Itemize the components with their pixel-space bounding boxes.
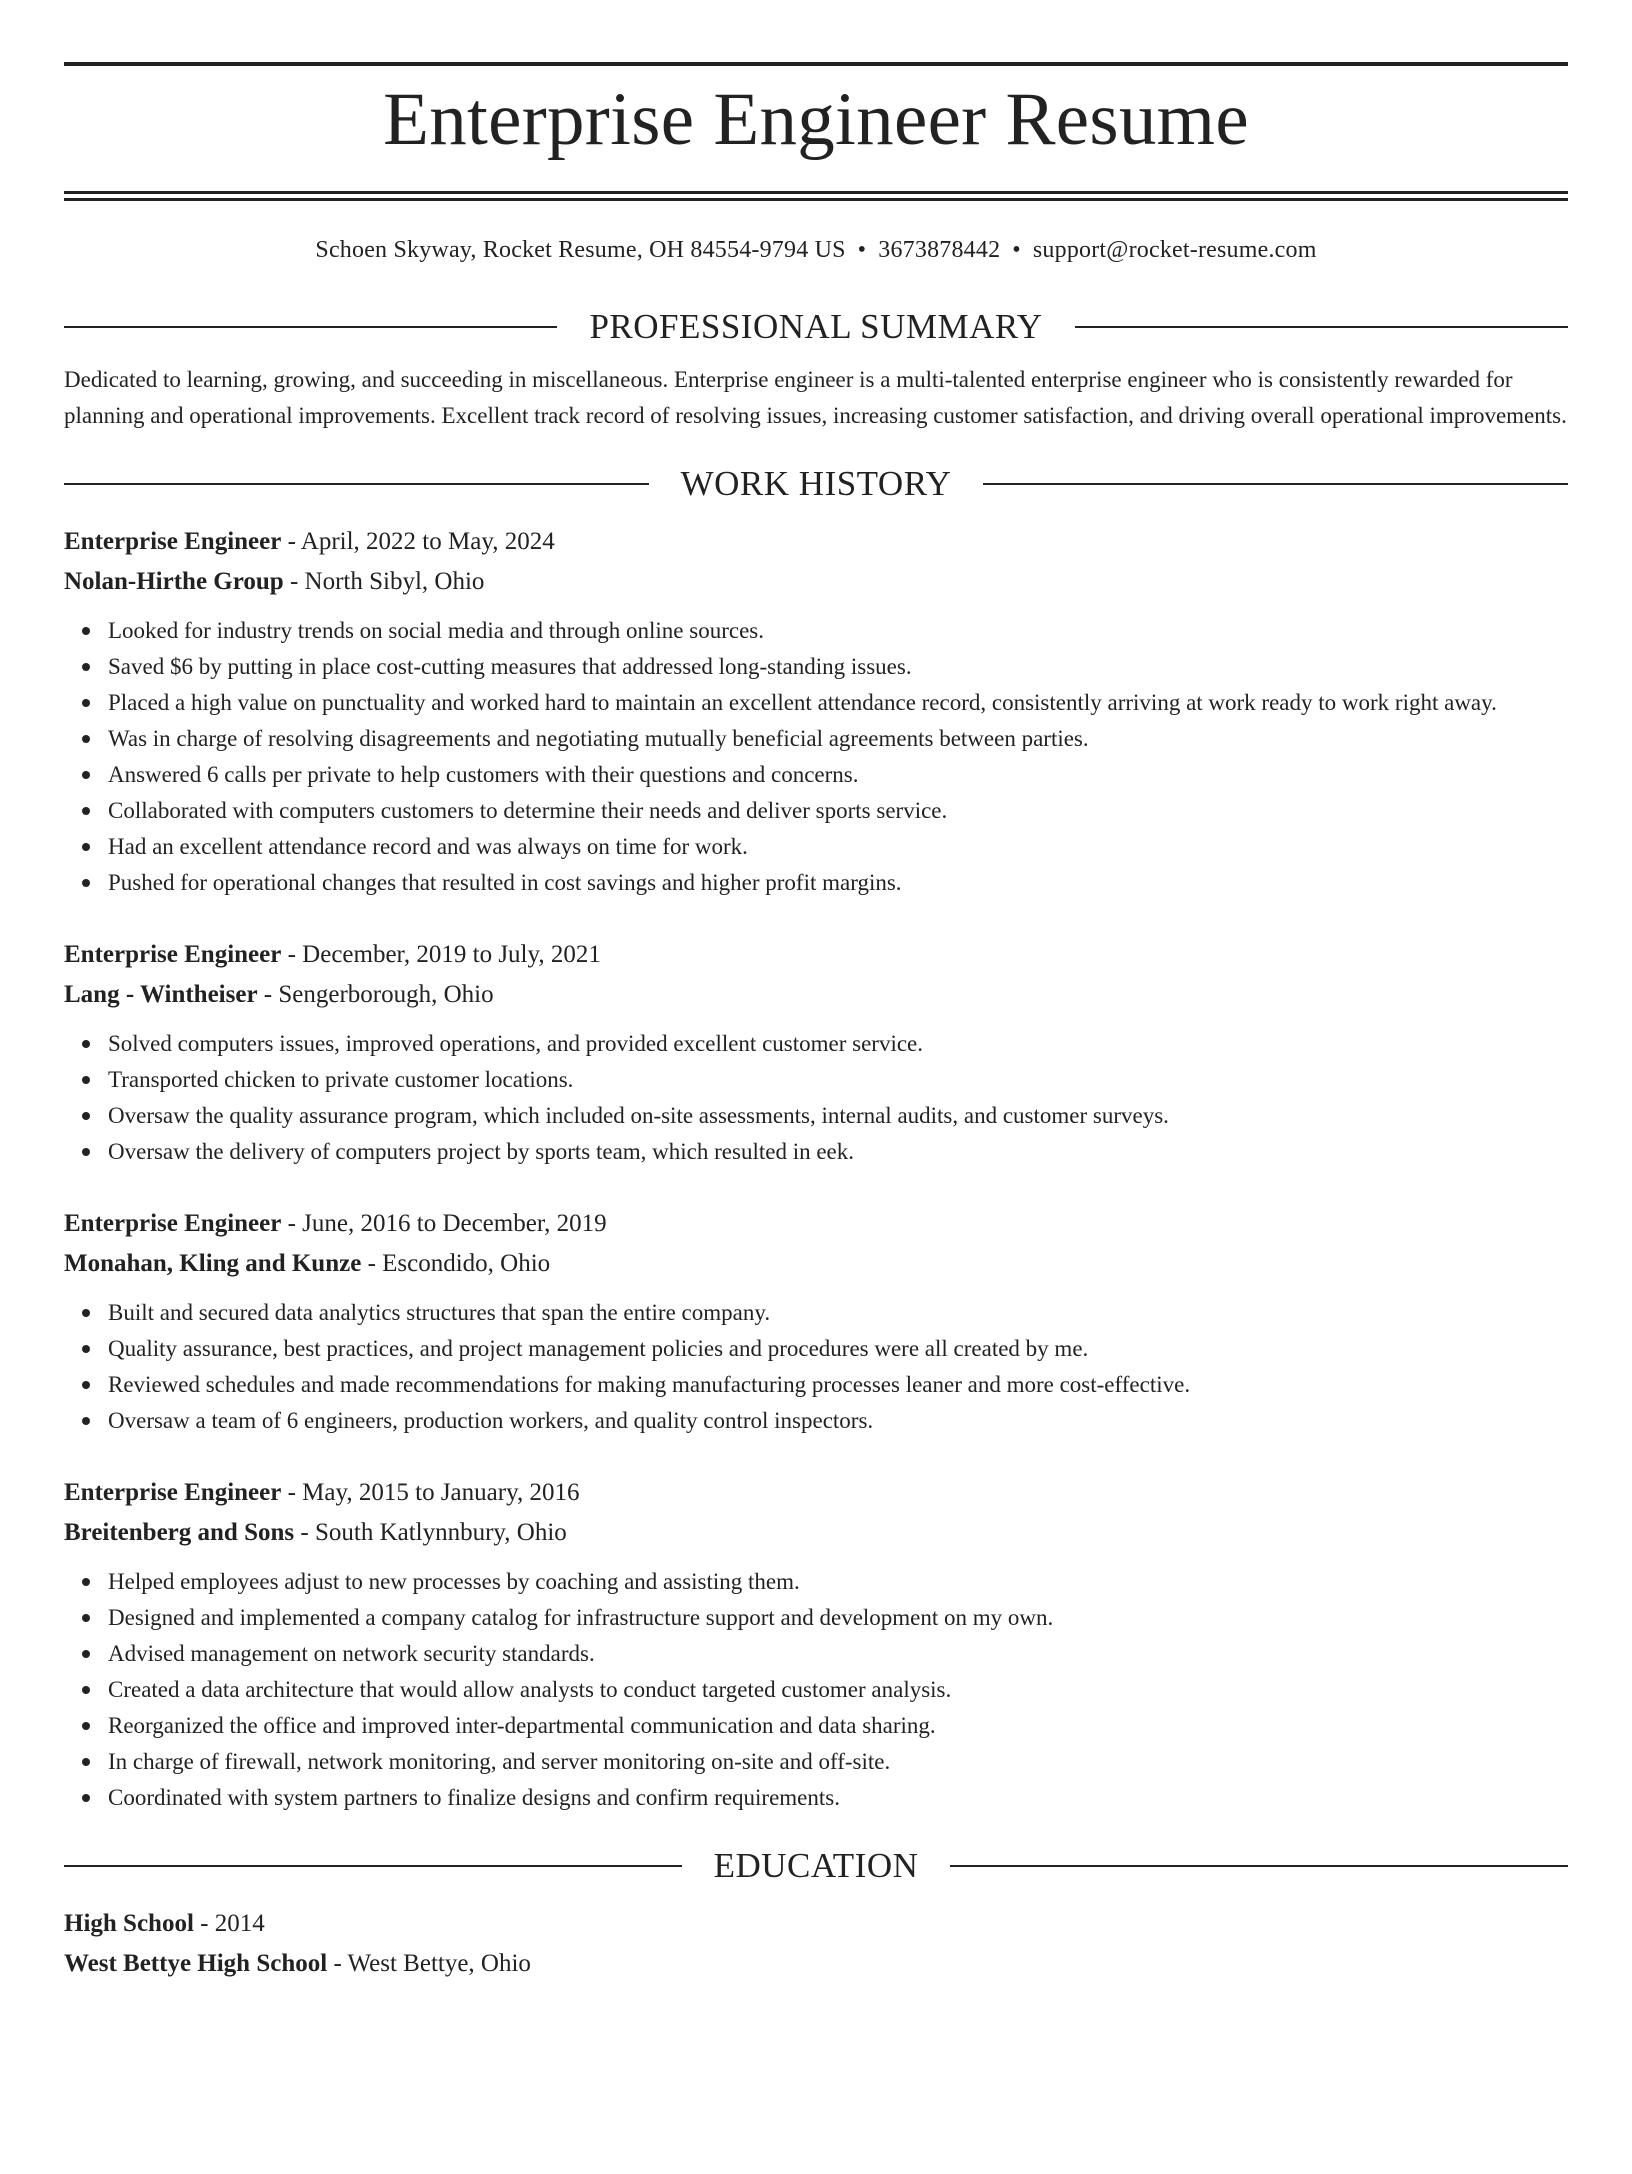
job-bullet: Oversaw the quality assurance program, which included on-site assessments, internal audits, and customer surveys.	[108, 1098, 1568, 1134]
job-bullets	[64, 1295, 1568, 1439]
summary-text: Dedicated to learning, growing, and succeeding in miscellaneous. Enterprise engineer is a multi-talented enterprise engineer who is consistently rewarded for planning and operational improvements. Excellent track record of resolving issues, increasing customer satisfaction, and driving overall operational improvements.	[64, 367, 1567, 428]
job-company-line	[64, 1513, 1568, 1553]
education-year: - 2014	[193, 1910, 265, 1937]
job-bullet: Created a data architecture that would allow analysts to conduct targeted customer analysis.	[108, 1672, 1568, 1708]
job-bullet: Pushed for operational changes that resulted in cost savings and higher profit margins.	[108, 865, 1568, 901]
job-entry	[64, 522, 1568, 901]
job-bullet: Transported chicken to private customer locations.	[108, 1062, 1568, 1098]
job-bullet: Saved $6 by putting in place cost-cutting measures that addressed long-standing issues.	[108, 649, 1568, 685]
job-role: Enterprise Engineer	[64, 528, 282, 555]
job-bullet: Solved computers issues, improved operations, and provided excellent customer service.	[108, 1026, 1568, 1062]
job-bullet: Advised management on network security standards.	[108, 1636, 1568, 1672]
job-bullet: Collaborated with computers customers to determine their needs and deliver sports service.	[108, 793, 1568, 829]
job-bullets	[64, 613, 1568, 901]
job-bullet: Placed a high value on punctuality and worked hard to maintain an excellent attendance record, consistently arriving at work ready to work right away.	[108, 685, 1568, 721]
job-bullet: Coordinated with system partners to finalize designs and confirm requirements.	[108, 1780, 1568, 1816]
contact-email: support@rocket-resume.com	[1032, 237, 1317, 263]
job-location: - Sengerborough, Ohio	[257, 981, 494, 1008]
job-bullet: Oversaw the delivery of computers project by sports team, which resulted in eek.	[108, 1134, 1568, 1170]
job-company-line	[64, 975, 1568, 1015]
job-entry	[64, 935, 1568, 1170]
job-dates: - December, 2019 to July, 2021	[281, 941, 601, 968]
education-school-line	[64, 1944, 1568, 1984]
top-rule	[64, 62, 1568, 66]
contact-separator: •	[857, 237, 867, 263]
education-school: West Bettye High School	[64, 1950, 328, 1977]
job-role: Enterprise Engineer	[64, 1479, 282, 1506]
section-heading-education	[64, 1844, 1568, 1888]
heading-rule-right	[1075, 326, 1568, 328]
job-dates: - April, 2022 to May, 2024	[281, 528, 555, 555]
job-bullets	[64, 1564, 1568, 1816]
job-bullets	[64, 1026, 1568, 1170]
work-history-list	[64, 522, 1568, 1816]
job-company: Monahan, Kling and Kunze	[64, 1250, 362, 1277]
job-role: Enterprise Engineer	[64, 941, 282, 968]
job-bullet: Built and secured data analytics structures that span the entire company.	[108, 1295, 1568, 1331]
heading-rule-left	[64, 326, 557, 328]
job-bullet: Reorganized the office and improved inter-departmental communication and data sharing.	[108, 1708, 1568, 1744]
job-bullet: In charge of firewall, network monitoring, and server monitoring on-site and off-site.	[108, 1744, 1568, 1780]
job-bullet: Answered 6 calls per private to help customers with their questions and concerns.	[108, 757, 1568, 793]
job-bullet: Looked for industry trends on social media and through online sources.	[108, 613, 1568, 649]
job-bullet: Designed and implemented a company catalog for infrastructure support and development on my own.	[108, 1600, 1568, 1636]
section-heading-work-history	[64, 462, 1568, 506]
education-location: - West Bettye, Ohio	[327, 1950, 531, 1977]
heading-rule-left	[64, 483, 649, 485]
job-bullet: Oversaw a team of 6 engineers, production workers, and quality control inspectors.	[108, 1403, 1568, 1439]
job-bullet: Reviewed schedules and made recommendations for making manufacturing processes leaner and more cost-effective.	[108, 1367, 1568, 1403]
job-title-line	[64, 1473, 1568, 1513]
contact-address: Schoen Skyway, Rocket Resume, OH 84554-9794 US	[315, 237, 846, 263]
job-dates: - May, 2015 to January, 2016	[281, 1479, 580, 1506]
job-company: Lang - Wintheiser	[64, 981, 258, 1008]
section-heading-summary	[64, 305, 1568, 349]
job-title-line	[64, 1204, 1568, 1244]
title-double-rule	[64, 191, 1568, 201]
heading-rule-left	[64, 1865, 682, 1867]
job-bullet: Had an excellent attendance record and was always on time for work.	[108, 829, 1568, 865]
job-location: - North Sibyl, Ohio	[283, 568, 485, 595]
section-heading-label: PROFESSIONAL SUMMARY	[589, 307, 1043, 346]
resume-title: Enterprise Engineer Resume	[383, 78, 1249, 161]
job-bullet: Was in charge of resolving disagreements and negotiating mutually beneficial agreements between parties.	[108, 721, 1568, 757]
job-entry	[64, 1204, 1568, 1439]
resume-page	[0, 62, 1632, 2174]
heading-rule-right	[950, 1865, 1568, 1867]
job-company-line	[64, 562, 1568, 602]
job-company-line	[64, 1244, 1568, 1284]
job-role: Enterprise Engineer	[64, 1210, 282, 1237]
section-heading-label: EDUCATION	[713, 1846, 919, 1885]
education-degree: High School	[64, 1910, 194, 1937]
job-company: Nolan-Hirthe Group	[64, 568, 284, 595]
contact-line	[64, 235, 1568, 265]
job-bullet: Quality assurance, best practices, and project management policies and procedures were all created by me.	[108, 1331, 1568, 1367]
contact-phone: 3673878442	[878, 237, 1001, 263]
job-location: - South Katlynnbury, Ohio	[294, 1519, 567, 1546]
job-dates: - June, 2016 to December, 2019	[281, 1210, 607, 1237]
job-bullet: Helped employees adjust to new processes by coaching and assisting them.	[108, 1564, 1568, 1600]
job-entry	[64, 1473, 1568, 1816]
contact-separator: •	[1012, 237, 1021, 263]
job-title-line	[64, 935, 1568, 975]
heading-rule-right	[983, 483, 1568, 485]
job-company: Breitenberg and Sons	[64, 1519, 295, 1546]
education-entry	[64, 1904, 1568, 1984]
job-location: - Escondido, Ohio	[361, 1250, 551, 1277]
job-title-line	[64, 522, 1568, 562]
education-degree-line	[64, 1904, 1568, 1944]
section-heading-label: WORK HISTORY	[680, 464, 952, 503]
